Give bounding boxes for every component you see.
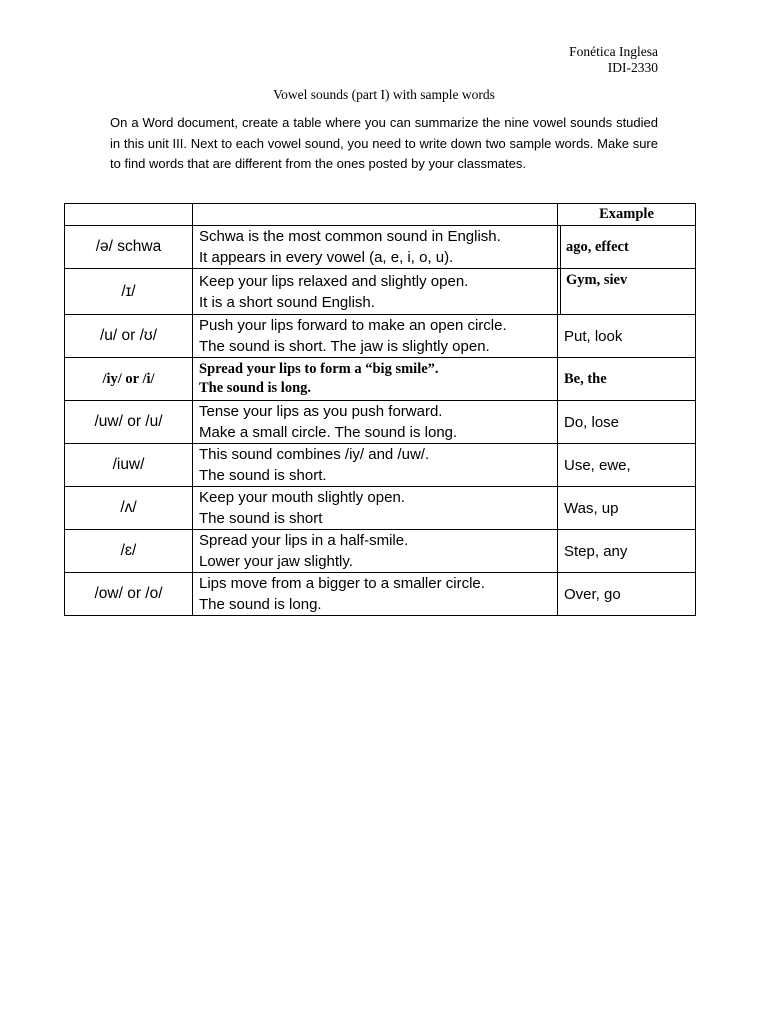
description-line: The sound is short. xyxy=(199,467,327,484)
vowel-symbol: /ə/ schwa xyxy=(65,226,193,269)
vowel-description xyxy=(193,401,558,444)
table-row xyxy=(65,530,696,573)
course-code: IDI-2330 xyxy=(607,60,658,75)
header-cell-description xyxy=(193,204,558,226)
description-line: Spread your lips to form a “big smile”. xyxy=(199,361,439,377)
vowel-description xyxy=(193,573,558,616)
description-line: This sound combines /iy/ and /uw/. xyxy=(199,446,430,463)
vowel-description xyxy=(193,444,558,487)
description-line: The sound is short. The jaw is slightly open. xyxy=(199,338,490,355)
table-row xyxy=(65,573,696,616)
description-line: Spread your lips in a half-smile. xyxy=(199,532,409,549)
description-line: Push your lips forward to make an open circle. xyxy=(199,317,507,334)
example-words: Do, lose xyxy=(558,401,696,444)
description-line: It is a short sound English. xyxy=(199,293,375,311)
description-line: The sound is short xyxy=(199,510,323,527)
vowel-symbol: /ʌ/ xyxy=(65,487,193,530)
table-row xyxy=(65,226,696,269)
vowel-description xyxy=(193,315,558,358)
vowel-symbol: /uw/ or /u/ xyxy=(65,401,193,444)
example-words: Gym, siev xyxy=(558,269,696,315)
table-row xyxy=(65,358,696,401)
table-row xyxy=(65,269,696,315)
table-row xyxy=(65,401,696,444)
course-name: Fonética Inglesa xyxy=(569,44,658,59)
vowel-symbol: /ow/ or /o/ xyxy=(65,573,193,616)
vowel-symbol: /u/ or /ʊ/ xyxy=(65,315,193,358)
table-row xyxy=(65,315,696,358)
header-cell-symbol xyxy=(65,204,193,226)
vowel-symbol: /iuw/ xyxy=(65,444,193,487)
instructions-paragraph: On a Word document, create a table where you can summarize the nine vowel sounds studied in this unit III. Next to each vowel sound, you need to write down two sample words. Make sure to find words that are different from the ones posted by your classmates. xyxy=(110,115,658,171)
description-line: Tense your lips as you push forward. xyxy=(199,403,443,420)
description-line: It appears in every vowel (a, e, i, o, u). xyxy=(199,249,454,266)
example-words: Was, up xyxy=(558,487,696,530)
description-line: Make a small circle. The sound is long. xyxy=(199,424,458,441)
table-row xyxy=(65,487,696,530)
example-words: Step, any xyxy=(558,530,696,573)
vowel-description xyxy=(193,269,558,315)
table-header-row xyxy=(65,204,696,226)
example-words: Put, look xyxy=(558,315,696,358)
example-words: ago, effect xyxy=(558,226,696,269)
description-line: The sound is long. xyxy=(199,596,322,613)
header-cell-example: Example xyxy=(558,204,696,226)
vowel-description xyxy=(193,358,558,401)
vowel-symbol: /ɪ/ xyxy=(65,269,193,315)
vowel-symbol: /iy/ or /i/ xyxy=(65,358,193,401)
document-title: Vowel sounds (part I) with sample words xyxy=(273,87,495,102)
description-line: Lips move from a bigger to a smaller circle. xyxy=(199,575,485,592)
description-line: The sound is long. xyxy=(199,380,312,396)
description-line: Keep your lips relaxed and slightly open. xyxy=(199,272,469,290)
vowel-description xyxy=(193,226,558,269)
vowel-description xyxy=(193,530,558,573)
example-words: Use, ewe, xyxy=(558,444,696,487)
description-line: Lower your jaw slightly. xyxy=(199,553,353,570)
example-words: Be, the xyxy=(558,358,696,401)
vowel-symbol: /ɛ/ xyxy=(65,530,193,573)
course-header xyxy=(569,44,658,76)
description-line: Keep your mouth slightly open. xyxy=(199,489,405,506)
description-line: Schwa is the most common sound in English. xyxy=(199,228,501,245)
vowel-table xyxy=(64,203,696,616)
example-words: Over, go xyxy=(558,573,696,616)
table-row xyxy=(65,444,696,487)
vowel-description xyxy=(193,487,558,530)
